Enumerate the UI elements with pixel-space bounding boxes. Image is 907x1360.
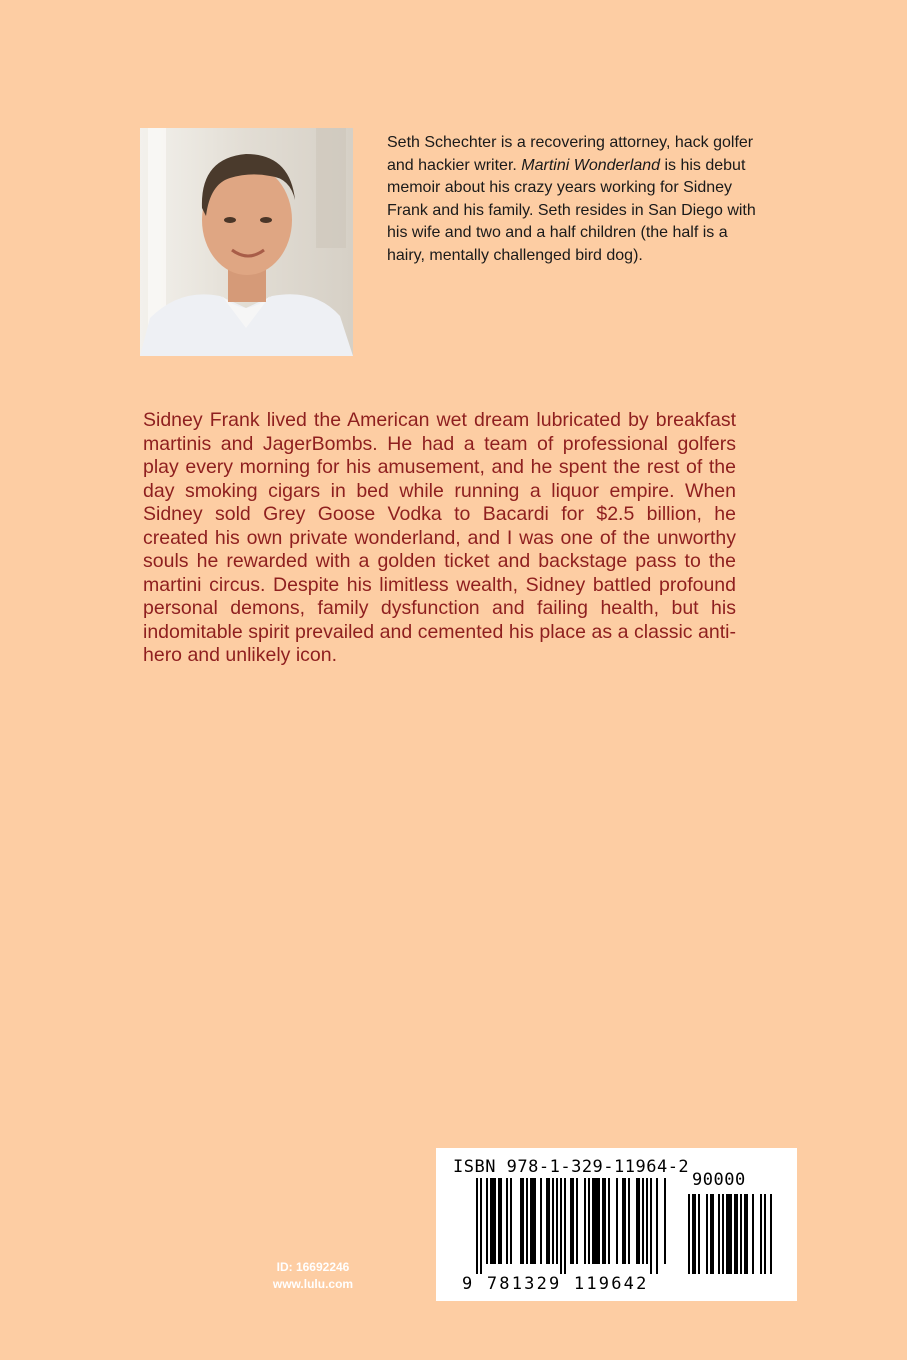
book-title: Martini Wonderland [521, 156, 661, 174]
barcode-bar [664, 1178, 666, 1264]
lulu-imprint [263, 1259, 363, 1293]
barcode-bar [722, 1194, 724, 1274]
barcode-bar [560, 1178, 562, 1274]
author-bio [387, 132, 767, 267]
barcode-bar [636, 1178, 640, 1264]
lulu-id: ID: 16692246 [276, 1260, 350, 1274]
barcode-bar [486, 1178, 488, 1264]
barcode-bar [480, 1178, 482, 1274]
barcode-bar [556, 1178, 558, 1264]
bio-text-2: is his debut memoir about his crazy years working for Sidney Frank and his family. Seth resides in San Diego with his wife and two and a half children (the half is a hairy, mentally challenged bird dog). [387, 156, 756, 264]
barcode-bar [506, 1178, 508, 1264]
barcode-bar [710, 1194, 714, 1274]
barcode-bar [656, 1178, 658, 1274]
barcode-bar [642, 1178, 644, 1264]
ean-barcode [476, 1178, 676, 1278]
barcode-bar [752, 1194, 754, 1274]
barcode-bar [584, 1178, 586, 1264]
barcode-bar [650, 1178, 652, 1274]
barcode-bar [564, 1178, 566, 1274]
barcode-bar [570, 1178, 574, 1264]
barcode-bar [770, 1194, 772, 1274]
price-code: 90000 [692, 1170, 746, 1190]
barcode-bar [576, 1178, 578, 1264]
book-blurb: Sidney Frank lived the American wet dream lubricated by breakfast martinis and JagerBombs. He had a team of professional golfers play every morning for his amusement, and he spent the rest of the day smoking cigars in bed while running a liquor empire. When Sidney sold Grey Goose Vodka to Bacardi for $2.5 billion, he created his own private wonderland, and I was one of the unworthy souls he rewarded with a golden ticket and backstage pass to the martini circus. Despite his limitless wealth, Sidney battled profound personal demons, family dysfunction and failing health, but his indomitable spirit prevailed and cemented his place as a classic anti-hero and unlikely icon. [143, 409, 736, 666]
barcode-bar [602, 1178, 606, 1264]
barcode-bar [740, 1194, 742, 1274]
barcode-bar [692, 1194, 696, 1274]
barcode-bar [646, 1178, 648, 1264]
price-barcode [688, 1194, 778, 1278]
author-photo [140, 128, 353, 356]
barcode-bar [526, 1178, 528, 1264]
bio-text-1: Seth Schechter is a recovering attorney, hack golfer and hackier writer. [387, 134, 754, 174]
barcode-bar [540, 1178, 542, 1264]
barcode-bar [760, 1194, 762, 1274]
barcode-bar [530, 1178, 536, 1264]
barcode-bar [498, 1178, 502, 1264]
barcode-bar [520, 1178, 524, 1264]
ean-digits: 9 781329 119642 [462, 1274, 649, 1294]
barcode-bar [622, 1178, 626, 1264]
barcode-bar [490, 1178, 496, 1264]
barcode-bar [718, 1194, 720, 1274]
barcode-bar [628, 1178, 630, 1264]
barcode-bar [608, 1178, 610, 1264]
barcode-bar [592, 1178, 600, 1264]
barcode-bar [688, 1194, 690, 1274]
barcode-bar [588, 1178, 590, 1264]
barcode-bar [546, 1178, 550, 1264]
barcode-bar [616, 1178, 618, 1264]
barcode-bar [552, 1178, 554, 1264]
lulu-site: www.lulu.com [272, 1277, 354, 1291]
barcode-bar [706, 1194, 708, 1274]
barcode-bar [744, 1194, 748, 1274]
barcode-bar [510, 1178, 512, 1264]
barcode-box [436, 1148, 797, 1301]
barcode-bar [726, 1194, 732, 1274]
isbn-label: ISBN 978-1-329-11964-2 [453, 1157, 690, 1177]
barcode-bar [698, 1194, 700, 1274]
barcode-bar [764, 1194, 766, 1274]
barcode-bar [476, 1178, 478, 1274]
barcode-bar [734, 1194, 738, 1274]
